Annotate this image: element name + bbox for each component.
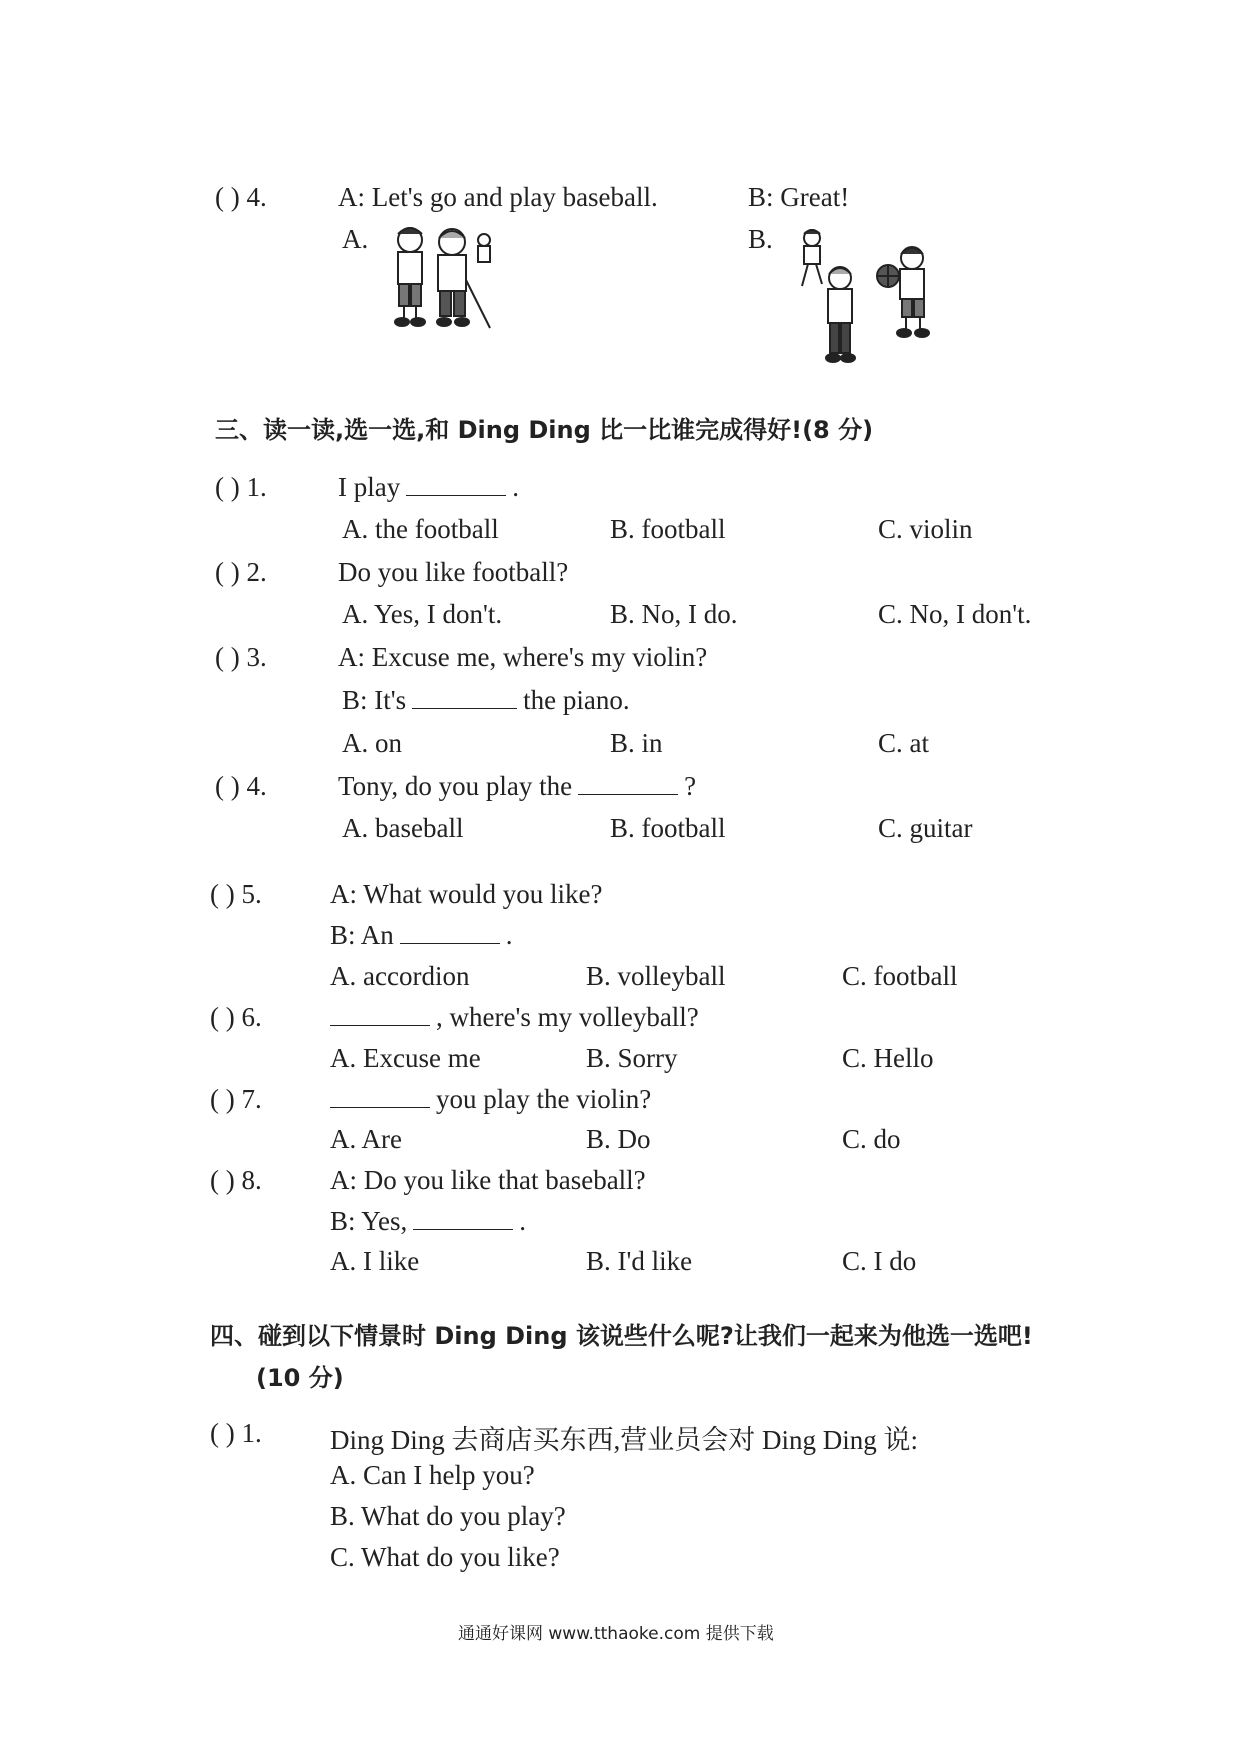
s3-q4-stem: Tony, do you play the ? xyxy=(338,771,697,801)
s3-q3-line2: B: It's the piano. xyxy=(342,685,630,715)
section4-heading: 四、碰到以下情景时 Ding Ding 该说些什么呢?让我们一起来为他选一选吧! xyxy=(210,1322,1033,1350)
s3-q5-stem: A: What would you like? xyxy=(330,879,603,909)
s3-q7-stem: you play the violin? xyxy=(330,1084,651,1115)
s3-q2-option-b[interactable]: B. No, I do. xyxy=(610,599,738,629)
answer-blank[interactable] xyxy=(413,1207,513,1230)
s3-q3-number: ( ) 3. xyxy=(215,642,267,672)
q4-option-a[interactable]: A. xyxy=(342,224,369,254)
s3-q7-option-c[interactable]: C. do xyxy=(842,1124,901,1154)
s4-q1-option-c[interactable]: C. What do you like? xyxy=(330,1542,560,1572)
answer-blank[interactable] xyxy=(330,1085,430,1108)
footer-watermark: 通通好课网 www.tthaoke.com 提供下载 xyxy=(458,1624,774,1644)
s3-q1-option-b[interactable]: B. football xyxy=(610,514,726,544)
s3-q6-number: ( ) 6. xyxy=(210,1002,262,1032)
s3-q8-option-a[interactable]: A. I like xyxy=(330,1246,420,1276)
section3-heading: 三、读一读,选一选,和 Ding Ding 比一比谁完成得好!(8 分) xyxy=(215,416,874,444)
q4-number: ( ) 4. xyxy=(215,182,267,212)
s3-q4-option-c[interactable]: C. guitar xyxy=(878,813,973,843)
s3-q1-option-a[interactable]: A. the football xyxy=(342,514,499,544)
s3-q3-stem: A: Excuse me, where's my violin? xyxy=(338,642,708,672)
s3-q5-line2: B: An . xyxy=(330,920,513,950)
s3-q7-option-b[interactable]: B. Do xyxy=(586,1124,651,1154)
s3-q5-option-c[interactable]: C. football xyxy=(842,961,958,991)
s4-q1-option-a[interactable]: A. Can I help you? xyxy=(330,1460,535,1490)
s3-q5-number: ( ) 5. xyxy=(210,879,262,909)
s3-q4-number: ( ) 4. xyxy=(215,771,267,801)
s3-q1-option-c[interactable]: C. violin xyxy=(878,514,973,544)
s3-q6-stem: , where's my volleyball? xyxy=(330,1002,699,1033)
s3-q8-number: ( ) 8. xyxy=(210,1165,262,1195)
s3-q3-option-c[interactable]: C. at xyxy=(878,728,929,758)
q4-option-b[interactable]: B. xyxy=(748,224,773,254)
s3-q5-option-a[interactable]: A. accordion xyxy=(330,961,470,991)
q4-dialog-b: B: Great! xyxy=(748,182,850,212)
section4-heading-score: (10 分) xyxy=(256,1364,344,1392)
answer-blank[interactable] xyxy=(400,921,500,944)
q4-dialog-a: A: Let's go and play baseball. xyxy=(338,182,658,212)
s3-q4-option-b[interactable]: B. football xyxy=(610,813,726,843)
s3-q1-stem: I play . xyxy=(338,472,519,502)
s4-q1-option-b[interactable]: B. What do you play? xyxy=(330,1501,566,1531)
s3-q7-option-a[interactable]: A. Are xyxy=(330,1124,402,1154)
answer-blank[interactable] xyxy=(330,1003,430,1026)
s3-q2-option-a[interactable]: A. Yes, I don't. xyxy=(342,599,503,629)
s3-q6-option-a[interactable]: A. Excuse me xyxy=(330,1043,481,1073)
s3-q2-option-c[interactable]: C. No, I don't. xyxy=(878,599,1032,629)
s4-q1-stem: Ding Ding 去商店买东西,营业员会对 Ding Ding 说: xyxy=(330,1425,919,1455)
s3-q4-option-a[interactable]: A. baseball xyxy=(342,813,464,843)
answer-blank[interactable] xyxy=(406,473,506,496)
s3-q5-option-b[interactable]: B. volleyball xyxy=(586,961,726,991)
s3-q3-option-b[interactable]: B. in xyxy=(610,728,663,758)
s3-q8-option-b[interactable]: B. I'd like xyxy=(586,1246,693,1276)
s3-q2-number: ( ) 2. xyxy=(215,557,267,587)
s3-q8-line2: B: Yes, . xyxy=(330,1206,527,1236)
baseball-boys-picture[interactable] xyxy=(380,220,500,340)
s3-q3-option-a[interactable]: A. on xyxy=(342,728,402,758)
s3-q8-option-c[interactable]: C. I do xyxy=(842,1246,917,1276)
s3-q6-option-c[interactable]: C. Hello xyxy=(842,1043,934,1073)
answer-blank[interactable] xyxy=(412,686,517,709)
s3-q7-number: ( ) 7. xyxy=(210,1084,262,1114)
s4-q1-number: ( ) 1. xyxy=(210,1418,262,1448)
answer-blank[interactable] xyxy=(578,772,678,795)
s3-q1-number: ( ) 1. xyxy=(215,472,267,502)
s3-q8-stem: A: Do you like that baseball? xyxy=(330,1165,646,1195)
s3-q6-option-b[interactable]: B. Sorry xyxy=(586,1043,678,1073)
basketball-boys-picture[interactable] xyxy=(790,226,940,371)
s3-q2-stem: Do you like football? xyxy=(338,557,569,587)
